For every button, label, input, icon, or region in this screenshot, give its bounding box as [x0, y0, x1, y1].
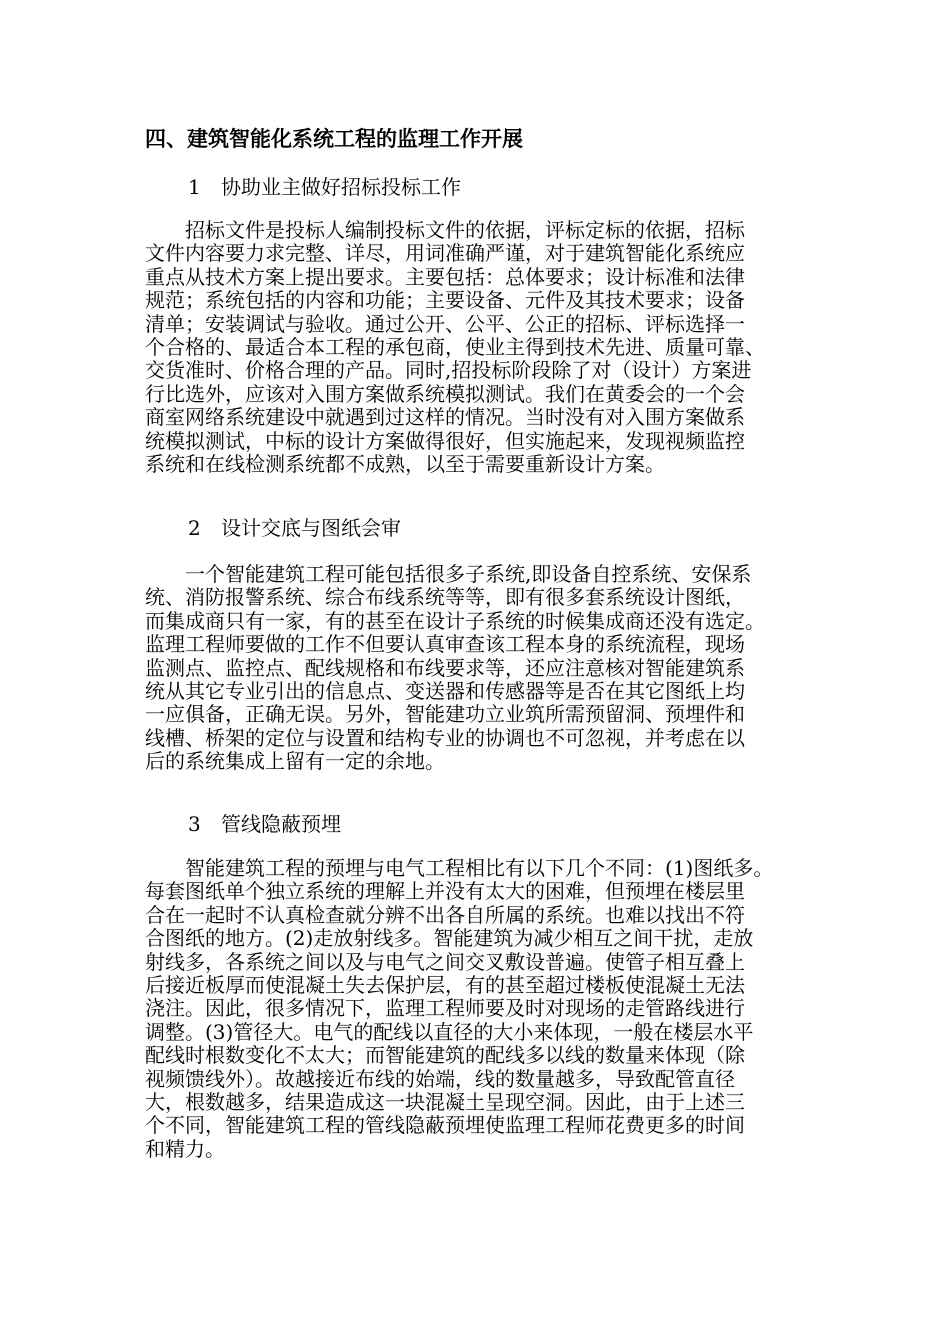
paragraph-line: 行比选外，应该对入围方案做系统模拟测试。我们在黄委会的一个会: [145, 381, 745, 406]
subsection-title-text: 管线隐蔽预埋: [221, 812, 341, 836]
subsection-title-text: 协助业主做好招标投标工作: [221, 175, 461, 199]
paragraph-line: 监测点、监控点、配线规格和布线要求等，还应注意核对智能建筑系: [145, 655, 745, 680]
paragraph-line: 合在一起时不认真检查就分辨不出各自所属的系统。也难以找出不符: [145, 902, 745, 927]
paragraph-2: [145, 563, 805, 774]
paragraph-line: 监理工程师要做的工作不但要认真审查该工程本身的系统流程，现场: [145, 632, 745, 657]
paragraph-1: [145, 219, 805, 476]
paragraph-line: 招标文件是投标人编制投标文件的依据，评标定标的依据，招标: [145, 218, 745, 242]
paragraph-line: 大，根数越多，结果造成这一块混凝土呈现空洞。因此，由于上述三: [145, 1089, 745, 1114]
subsection-number: 1: [188, 175, 201, 199]
paragraph-line: 重点从技术方案上提出要求。主要包括：总体要求；设计标准和法律: [145, 264, 745, 289]
paragraph-line: 调整。(3)管径大。电气的配线以直径的大小来体现，一般在楼层水平: [145, 1019, 754, 1044]
section-heading: 四、建筑智能化系统工程的监理工作开展: [145, 127, 523, 151]
paragraph-line: 统从其它专业引出的信息点、变送器和传感器等是否在其它图纸上均: [145, 678, 745, 703]
paragraph-line: 视频馈线外）。故越接近布线的始端，线的数量越多，导致配管直径: [145, 1066, 735, 1091]
paragraph-line: 统、消防报警系统、综合布线系统等等，即有很多套系统设计图纸，: [145, 585, 745, 610]
subsection-title-3: [188, 809, 341, 839]
paragraph-line: 智能建筑工程的预埋与电气工程相比有以下几个不同：(1)图纸多。: [145, 856, 774, 880]
paragraph-line: 每套图纸单个独立系统的理解上并没有太大的困难，但预埋在楼层里: [145, 879, 745, 904]
paragraph-line: 一应俱备，正确无误。另外，智能建功立业筑所需预留洞、预埋件和: [145, 702, 745, 727]
subsection-number: 2: [188, 516, 201, 540]
subsection-title-1: [188, 172, 461, 202]
paragraph-line: 和精力。: [145, 1136, 225, 1161]
paragraph-line: 规范；系统包括的内容和功能；主要设备、元件及其技术要求；设备: [145, 288, 745, 313]
paragraph-line: 交货准时、价格合理的产品。同时,招投标阶段除了对（设计）方案进: [145, 358, 752, 383]
paragraph-line: 射线多，各系统之间以及与电气之间交叉敷设普遍。使管子相互叠上: [145, 949, 745, 974]
paragraph-line: 个不同，智能建筑工程的管线隐蔽预埋使监理工程师花费更多的时间: [145, 1113, 745, 1138]
paragraph-line: 后的系统集成上留有一定的余地。: [145, 749, 445, 774]
paragraph-line: 一个智能建筑工程可能包括很多子系统,即设备自控系统、安保系: [145, 562, 752, 586]
subsection-number: 3: [188, 812, 201, 836]
paragraph-line: 后接近板厚而使混凝土失去保护层，有的甚至超过楼板使混凝土无法: [145, 972, 745, 997]
paragraph-line: 系统和在线检测系统都不成熟，以至于需要重新设计方案。: [145, 451, 665, 476]
paragraph-line: 清单；安装调试与验收。通过公开、公平、公正的招标、评标选择一: [145, 311, 745, 336]
paragraph-line: 个合格的、最适合本工程的承包商，使业主得到技术先进、质量可靠、: [145, 334, 765, 359]
paragraph-line: 合图纸的地方。(2)走放射线多。智能建筑为减少相互之间干扰，走放: [145, 926, 754, 951]
paragraph-line: 而集成商只有一家，有的甚至在设计子系统的时候集成商还没有选定。: [145, 608, 765, 633]
paragraph-line: 浇注。因此，很多情况下，监理工程师要及时对现场的走管路线进行: [145, 996, 745, 1021]
paragraph-line: 线槽、桥架的定位与设置和结构专业的协调也不可忽视，并考虑在以: [145, 725, 745, 750]
paragraph-line: 商室网络系统建设中就遇到过这样的情况。当时没有对入围方案做系: [145, 405, 745, 430]
subsection-title-2: [188, 513, 401, 543]
paragraph-line: 配线时根数变化不太大；而智能建筑的配线多以线的数量来体现（除: [145, 1043, 745, 1068]
subsection-title-text: 设计交底与图纸会审: [221, 516, 401, 540]
paragraph-3: [145, 857, 805, 1161]
paragraph-line: 文件内容要力求完整、详尽，用词准确严谨，对于建筑智能化系统应: [145, 241, 745, 266]
paragraph-line: 统模拟测试，中标的设计方案做得很好，但实施起来，发现视频监控: [145, 428, 745, 453]
